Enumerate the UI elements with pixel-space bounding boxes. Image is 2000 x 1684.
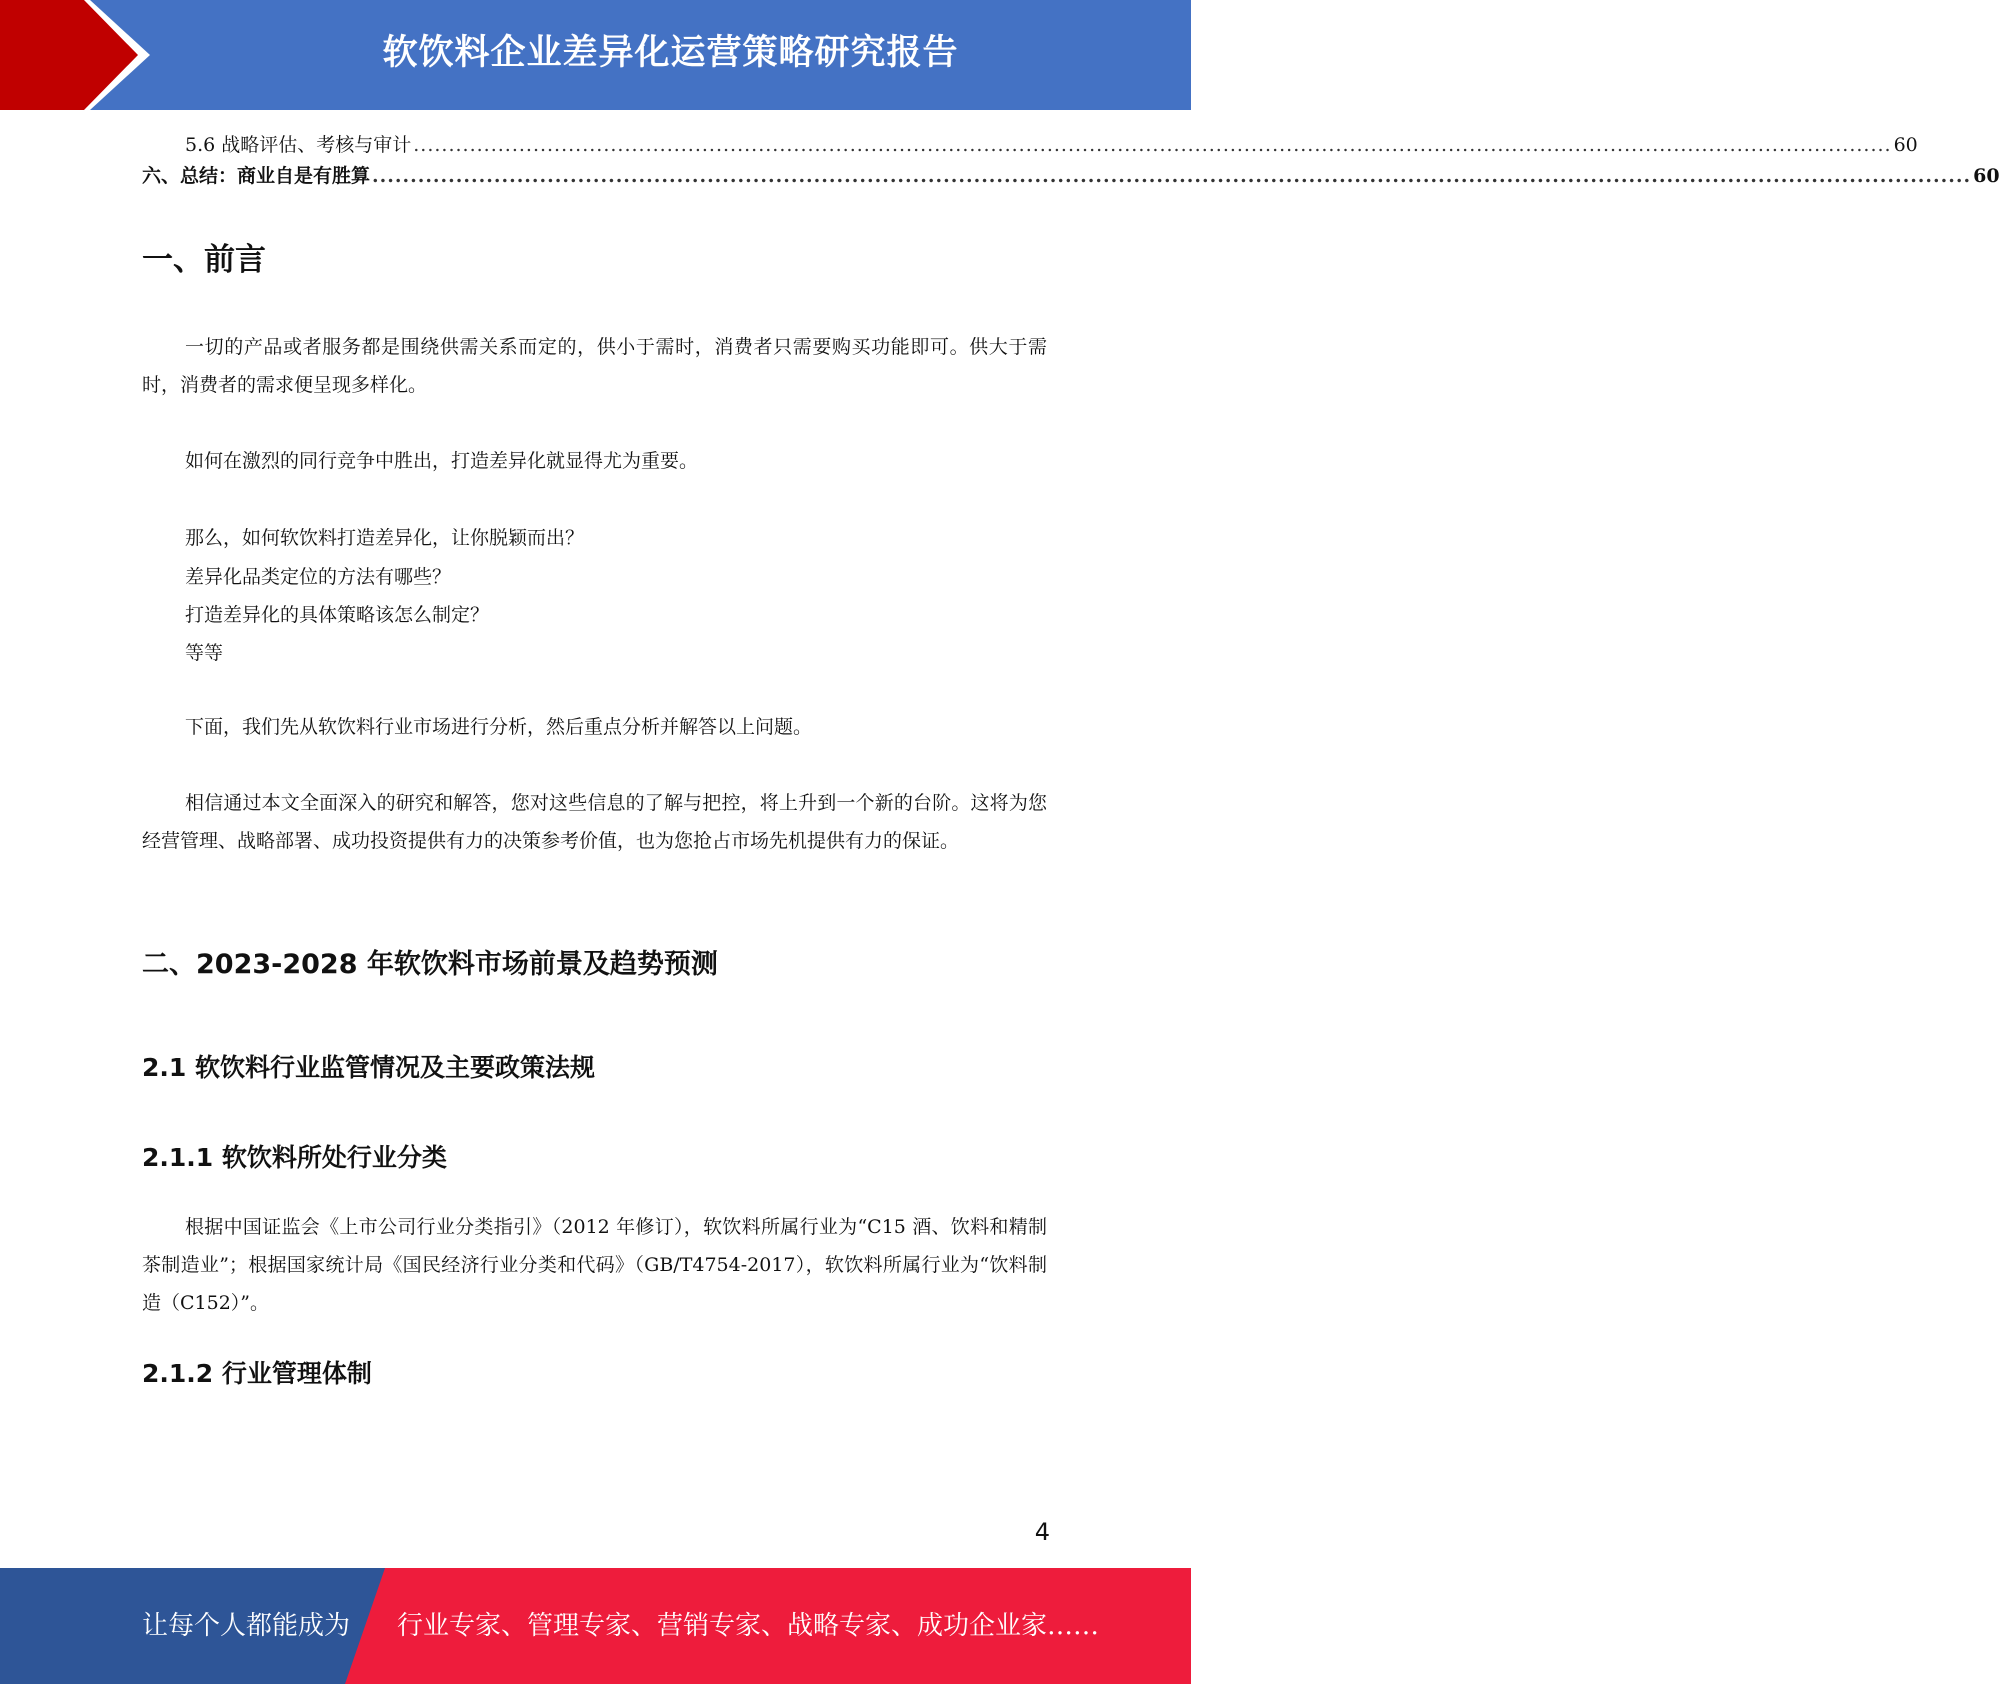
page-footer — [0, 1568, 1191, 1684]
subsection-heading: 2.1.2 行业管理体制 — [142, 1359, 372, 1388]
preface-heading: 一、前言 — [142, 242, 266, 278]
footer-slogan-left: 让每个人都能成为 — [142, 1611, 351, 1641]
page-header — [0, 0, 1191, 110]
preface-paragraph: 下面，我们先从软饮料行业市场进行分析，然后重点分析并解答以上问题。 — [185, 716, 813, 738]
toc-entry-text: 六、总结：商业自是有胜算 — [142, 165, 371, 187]
question-line: 等等 — [185, 642, 224, 664]
preface-paragraph: 相信通过本文全面深入的研究和解答，您对这些信息的了解与把控，将上升到一个新的台阶。这将为您经营管理、战略部署、成功投资提供有力的决策参考价值，也为您抢占市场先机提供有力的保证。 — [142, 792, 1047, 852]
question-line: 打造差异化的具体策略该怎么制定？ — [185, 604, 490, 626]
question-line: 那么，如何软饮料打造差异化，让你脱颖而出？ — [185, 527, 585, 549]
preface-paragraph: 如何在激烈的同行竞争中胜出，打造差异化就显得尤为重要。 — [185, 450, 699, 472]
toc-entry-page: 60 — [1893, 134, 1918, 156]
toc-leader: .................................................................................................................................................................................................................. — [372, 165, 1972, 187]
toc-entry[interactable] — [142, 161, 2000, 188]
preface-paragraph: 一切的产品或者服务都是围绕供需关系而定的，供小于需时，消费者只需要购买功能即可。供大于需时，消费者的需求便呈现多样化。 — [142, 336, 1047, 396]
classification-paragraph: 根据中国证监会《上市公司行业分类指引》（2012 年修订），软饮料所属行业为“C15 酒、饮料和精制茶制造业”；根据国家统计局《国民经济行业分类和代码》（GB/T4754-2017），软饮料所属行业为“饮料制造（C152）”。 — [142, 1216, 1047, 1314]
page-number: 4 — [1034, 1518, 1050, 1546]
section-heading: 2.1 软饮料行业监管情况及主要政策法规 — [142, 1053, 595, 1082]
toc-entry[interactable] — [142, 130, 1918, 157]
chapter-heading: 二、2023-2028 年软饮料市场前景及趋势预测 — [142, 949, 718, 980]
toc-entry-text: 5.6 战略评估、考核与审计 — [185, 134, 412, 156]
footer-slogan-right: 行业专家、管理专家、营销专家、战略专家、成功企业家…… — [397, 1611, 1100, 1641]
toc-leader: .................................................................................................................................................................................................................. — [413, 134, 1892, 156]
report-title: 软饮料企业差异化运营策略研究报告 — [382, 33, 959, 73]
question-line: 差异化品类定位的方法有哪些？ — [185, 566, 452, 588]
toc-entry-page: 60 — [1973, 165, 2000, 187]
subsection-heading: 2.1.1 软饮料所处行业分类 — [142, 1143, 447, 1172]
